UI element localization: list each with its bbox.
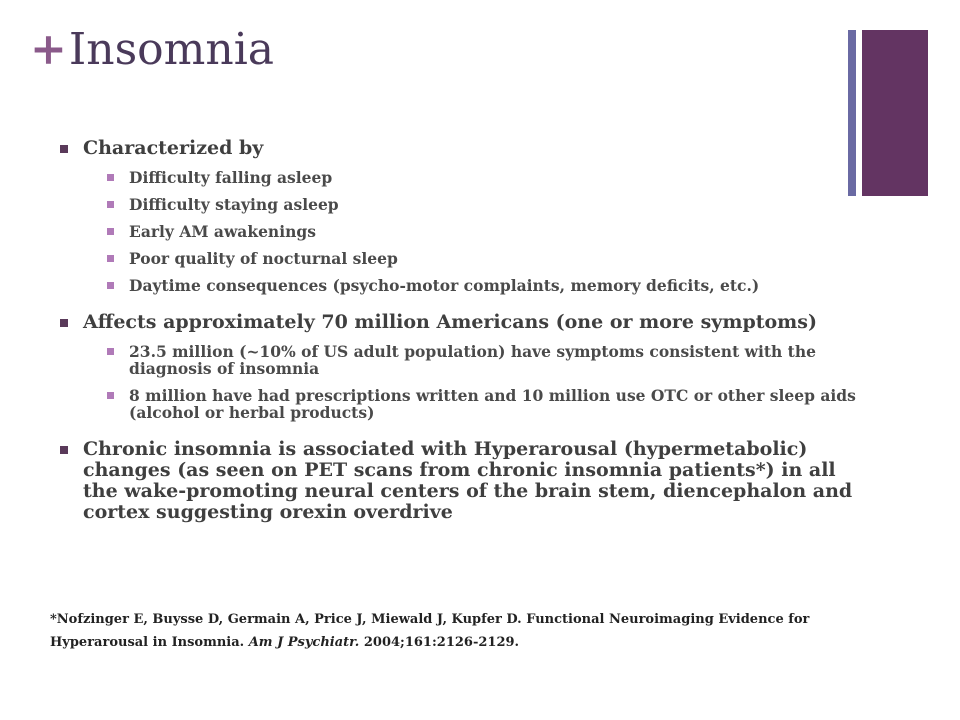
bullet-text: Affects approximately 70 million Americans (one or more symptoms) — [83, 311, 817, 333]
square-bullet-icon — [107, 348, 114, 355]
sub-bullet — [83, 169, 860, 186]
sub-bullet-list — [83, 343, 860, 421]
sub-bullet — [83, 343, 860, 377]
bullet-text: Characterized by — [83, 137, 264, 159]
bullet-affects — [60, 312, 860, 421]
sub-bullet-text: Difficulty staying asleep — [129, 195, 339, 214]
sub-bullet-text: Poor quality of nocturnal sleep — [129, 249, 398, 268]
bullet-content — [60, 138, 860, 523]
slide-title — [30, 24, 275, 75]
bullet-text: Chronic insomnia is associated with Hyperarousal (hypermetabolic) changes (as seen on PET scans from chronic insomnia patients*) in all the wake-promoting neural centers of the brain stem, diencephalon and cortex suggesting orexin overdrive — [83, 438, 853, 523]
sub-bullet-list — [83, 169, 860, 294]
citation-footnote — [50, 608, 910, 654]
plus-icon: + — [30, 24, 67, 75]
citation-text: *Nofzinger E, Buysse D, Germain A, Price J, Miewald J, Kupfer D. Functional Neuroimaging Evidence for Hyperarousal in Insomnia. — [50, 612, 810, 650]
square-bullet-icon — [60, 446, 68, 454]
sub-bullet — [83, 387, 860, 421]
square-bullet-icon — [107, 255, 114, 262]
square-bullet-icon — [107, 201, 114, 208]
citation-tail: 2004;161:2126-2129. — [359, 635, 520, 650]
bullet-chronic — [60, 439, 860, 523]
sub-bullet — [83, 196, 860, 213]
square-bullet-icon — [60, 319, 68, 327]
sub-bullet — [83, 250, 860, 267]
sub-bullet — [83, 223, 860, 240]
square-bullet-icon — [107, 282, 114, 289]
bullet-characterized — [60, 138, 860, 294]
square-bullet-icon — [60, 145, 68, 153]
sub-bullet — [83, 277, 860, 294]
sub-bullet-text: 23.5 million (~10% of US adult population) have symptoms consistent with the diagnosis of insomnia — [129, 342, 816, 378]
accent-bar-thick — [862, 30, 928, 196]
sub-bullet-text: 8 million have had prescriptions written and 10 million use OTC or other sleep aids (alcohol or herbal products) — [129, 386, 856, 422]
sub-bullet-text: Early AM awakenings — [129, 222, 316, 241]
sub-bullet-text: Daytime consequences (psycho-motor complaints, memory deficits, etc.) — [129, 276, 760, 295]
bullet-list — [60, 138, 860, 523]
citation-journal: Am J Psychiatr. — [248, 635, 360, 650]
square-bullet-icon — [107, 228, 114, 235]
square-bullet-icon — [107, 392, 114, 399]
square-bullet-icon — [107, 174, 114, 181]
slide-title-text: Insomnia — [68, 24, 275, 75]
sub-bullet-text: Difficulty falling asleep — [129, 168, 333, 187]
